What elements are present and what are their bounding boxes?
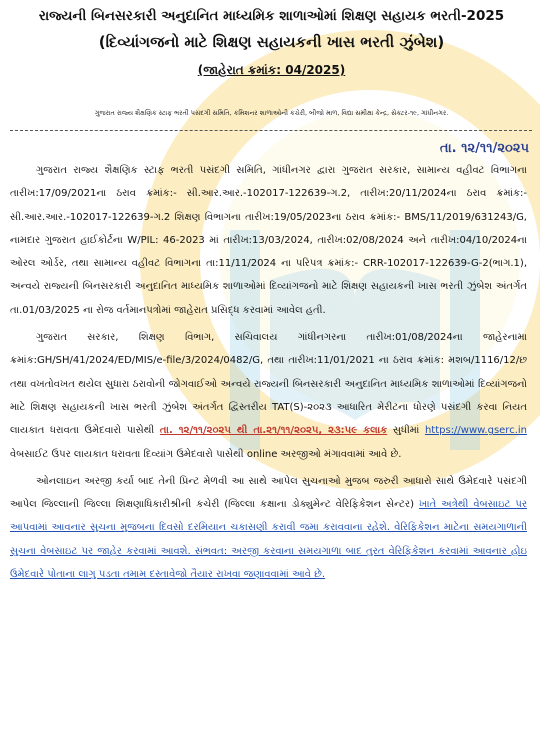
title-line-1: રાજ્યની બિનસરકારી અનુદાનિત માધ્યમિક શાળાઓમાં શિક્ષણ સહાયક ભરતી-2025 (38, 8, 505, 24)
paragraph-2-text-c: વેબસાઈટ ઉપર લાયકાત ધરાવતા દિવ્યાંગ ઉમેદવારો પાસેથી online અરજીઓ મંગાવવામાં આવે છે. (10, 448, 402, 460)
verification-instructions: ખાતે અત્રેથી વેબસાઇટ પર આપવામાં આવનાર સુચના મુજબના દિવસો દરમિયાન ચકાસણી કરાવી જમા કરાવવાના રહેશે. વેરિફિકેશન માટેના સમયગાળાની સુચના વેબસાઇટ પર જાહેર કરવામાં આવશે. સંભવત: અરજી કરવાના સમયગાળા બાદ તુરત વેરિફિકેશન કરવામાં આવનાર હોઇ ઉમેદવારે પોતાના લાગુ પડતા તમામ દસ્તાવેજો તૈયાર રાખવા જણાવવામાં આવે છે. (10, 499, 527, 581)
notice-body (10, 159, 527, 590)
paragraph-3-text-a: ઓનલાઇન અરજી કર્યા બાદ તેની પ્રિન્ટ મેળવી આ સાથે આપેલ સુચનાઓ મુજબ જરુરી આધારો સાથે ઉમેદવારે પસંદગી આપેલ જિલ્લાની જિલ્લા શિક્ષણાધિકારીશ્રીની કચેરી (જિલ્લા કક્ષાના ડોક્યુમેન્ટ વેરિફિકેશન સેન્ટર) (10, 475, 527, 511)
advertisement-number (0, 63, 543, 78)
notice-date: તા. ૧૨/૧૧/૨૦૨૫ (439, 141, 529, 156)
divider (10, 130, 532, 131)
application-period: તા. ૧૨/૧૧/૨૦૨૫ થી તા.૨૧/૧૧/૨૦૨૫, ૨૩:૫૯ કલાક (159, 425, 388, 437)
paragraph-2 (10, 326, 527, 466)
paragraph-3 (10, 470, 527, 586)
advertisement-number-text: (જાહેરાત ક્રમાંક: 04/2025) (197, 63, 346, 77)
paragraph-2-text-a: ગુજરાત સરકાર, શિક્ષણ વિભાગ, સચિવાલય ગાંધીનગરના તારીખ:01/08/2024ના જાહેરનામા ક્રમાંક:GH/SH/41/2024/ED/MIS/e-file/3/2024/0482/G, તથા તારીખ:11/01/2021 ના ઠરાવ ક્રમાંક: મશબ/1116/12/છ તથા વખતોવખત થયેલ સુધારા ઠરાવોની જોગવાઈઓ અન્વયે રાજ્યની બિનસરકારી અનુદાનિત માધ્યમિક શાળાઓમાં દિવ્યાંગજનો માટે શિક્ષણ સહાયકની ખાસ ભરતી ઝુંબેશ અંતર્ગત દ્વિસ્તરીય TAT(S)-૨૦૨૩ આધારિત મેરીટના ધોરણે પસંદગી કરવા નિયત લાયકાત ધરાવતા ઉમેદવારો પાસેથી (10, 332, 527, 437)
paragraph-1: ગુજરાત રાજ્ય શૈક્ષણિક સ્ટાફ ભરતી પસંદગી સમિતિ, ગાંધીનગર દ્વારા ગુજરાત સરકાર, સામાન્ય વહીવટ વિભાગના તારીખ:17/09/2021ના ઠરાવ ક્રમાંક:- સી.આર.આર.-102017-122639-ગ.2, તારીખ:20/11/2024ના ઠરાવ ક્રમાંક:- સી.આર.આર.-102017-122639-ગ.2 શિક્ષણ વિભાગના તારીખ:19/05/2023ના ઠરાવ ક્રમાંક:- BMS/11/2019/631243/G, નામદાર ગુજરાત હાઈકોર્ટના W/PIL: 46-2023 માં તારીખ:13/03/2024, તારીખ:02/08/2024 અને તારીખ:04/10/2024ના ઓરલ ઓર્ડર, તથા સામાન્ય વહીવટ વિભાગના તા:11/11/2024 ના પરિપત્ર ક્રમાંક:- CRR-102017-122639-G-2(ભાગ.1), અન્વયે રાજ્યની બિનસરકારી અનુદાનિત માધ્યમિક શાળાઓમાં દિવ્યાંગજનો માટે શિક્ષણ સહાયકની ખાસ ભરતી ઝુંબેશ અંતર્ગત તા.01/03/2025 ના રોજ વર્તમાનપત્રોમાં જાહેરાત પ્રસિદ્ધ કરવામાં આવેલ હતી. (10, 165, 527, 316)
paragraph-2-text-b: સુધીમાં (387, 425, 425, 437)
office-address: ગુજરાત રાજ્ય શૈક્ષણિક સ્ટાફ ભરતી પસંદગી સમિતિ, કમિશનર શાળાઓની કચેરી, બીજો માળ, વિદ્યા સમીક્ષા કેન્દ્ર, સેક્ટર-૧૯, ગાંધીનગર. (94, 109, 449, 117)
title-line-2: (દિવ્યાંગજનો માટે શિક્ષણ સહાયકની ખાસ ભરતી ઝુંબેશ) (98, 33, 445, 51)
website-link[interactable]: https://www.gserc.in (424, 425, 527, 437)
